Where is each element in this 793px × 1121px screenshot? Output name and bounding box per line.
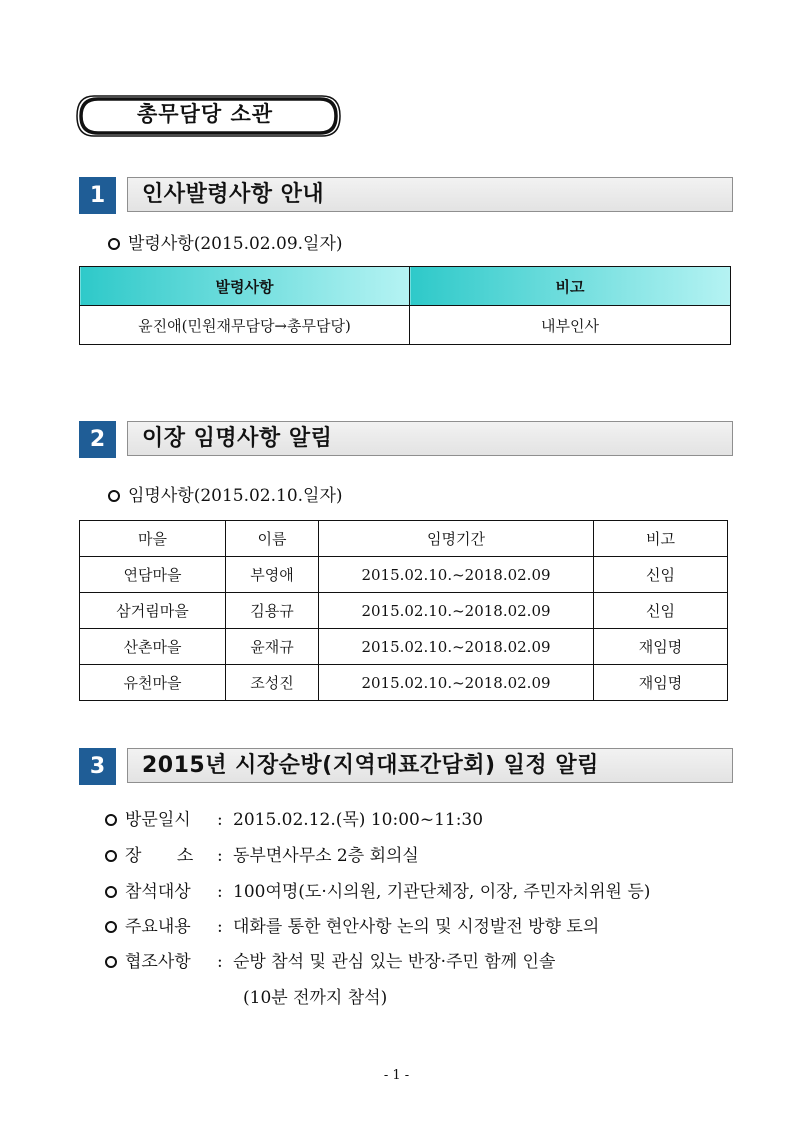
section-number: 3 [79, 748, 116, 785]
item-continuation: (10분 전까지 참석) [243, 988, 388, 1008]
table-row [80, 557, 728, 593]
item-colon: : [217, 846, 223, 866]
page-number: - 1 - [383, 1068, 410, 1083]
table-cell: 윤재규 [226, 629, 319, 665]
village-head-table [79, 520, 728, 701]
circle-bullet-icon [105, 956, 117, 968]
column-header: 이름 [226, 521, 319, 557]
table-header-row [80, 267, 731, 306]
column-header: 마을 [80, 521, 226, 557]
table-cell: 2015.02.10.~2018.02.09 [319, 593, 594, 629]
item-label: 협조사항 [125, 952, 191, 972]
bullet-text: 임명사항(2015.02.10.일자) [128, 486, 343, 506]
item-colon: : [217, 952, 223, 972]
bullet-text: 발령사항(2015.02.09.일자) [128, 234, 343, 254]
table-cell: 2015.02.10.~2018.02.09 [319, 557, 594, 593]
table-cell: 2015.02.10.~2018.02.09 [319, 665, 594, 701]
circle-bullet-icon [105, 921, 117, 933]
page-title: 총무담당 소관 [136, 101, 274, 126]
item-value: 2015.02.12.(목) 10:00~11:30 [233, 810, 484, 830]
column-header: 비고 [594, 521, 728, 557]
table-cell: 김용규 [226, 593, 319, 629]
table-cell: 재임명 [594, 665, 728, 701]
table-cell: 2015.02.10.~2018.02.09 [319, 629, 594, 665]
schedule-item [105, 877, 650, 902]
item-label: 장 소 [125, 846, 194, 866]
circle-bullet-icon [105, 886, 117, 898]
column-header: 비고 [410, 267, 731, 306]
table-row [80, 306, 731, 345]
section-title: 2015년 시장순방(지역대표간담회) 일정 알림 [127, 748, 733, 783]
table-cell: 연담마을 [80, 557, 226, 593]
table-cell: 윤진애(민원재무담당→총무담당) [80, 306, 410, 345]
item-colon: : [217, 917, 223, 937]
item-label: 주요내용 [125, 917, 191, 937]
circle-bullet-icon [108, 490, 120, 502]
table-cell: 조성진 [226, 665, 319, 701]
schedule-item [105, 947, 555, 972]
item-colon: : [217, 882, 223, 902]
column-header: 발령사항 [80, 267, 410, 306]
section-number: 1 [79, 177, 116, 214]
schedule-item [105, 805, 483, 830]
circle-bullet-icon [105, 814, 117, 826]
item-value: 대화를 통한 현안사항 논의 및 시정발전 방향 토의 [233, 917, 600, 937]
table-cell: 신임 [594, 557, 728, 593]
appointment-table [79, 266, 731, 345]
bullet-line [108, 229, 343, 254]
table-row [80, 593, 728, 629]
item-label: 참석대상 [125, 882, 191, 902]
title-banner [74, 93, 340, 135]
circle-bullet-icon [108, 238, 120, 250]
table-cell: 재임명 [594, 629, 728, 665]
item-colon: : [217, 810, 223, 830]
table-cell: 내부인사 [410, 306, 731, 345]
table-cell: 신임 [594, 593, 728, 629]
table-header-row [80, 521, 728, 557]
item-value: 100여명(도·시의원, 기관단체장, 이장, 주민자치위원 등) [233, 882, 651, 902]
section-title: 인사발령사항 안내 [127, 177, 733, 212]
section-title: 이장 임명사항 알림 [127, 421, 733, 456]
table-cell: 부영애 [226, 557, 319, 593]
schedule-item [105, 912, 599, 937]
item-label: 방문일시 [125, 810, 191, 830]
section-number: 2 [79, 421, 116, 458]
item-value: 동부면사무소 2층 회의실 [233, 846, 419, 866]
bullet-line [108, 481, 343, 506]
table-row [80, 629, 728, 665]
table-cell: 산촌마을 [80, 629, 226, 665]
circle-bullet-icon [105, 850, 117, 862]
table-row [80, 665, 728, 701]
item-value: 순방 참석 및 관심 있는 반장·주민 함께 인솔 [233, 952, 556, 972]
table-cell: 삼거림마을 [80, 593, 226, 629]
column-header: 임명기간 [319, 521, 594, 557]
table-cell: 유천마을 [80, 665, 226, 701]
schedule-item [105, 841, 419, 866]
